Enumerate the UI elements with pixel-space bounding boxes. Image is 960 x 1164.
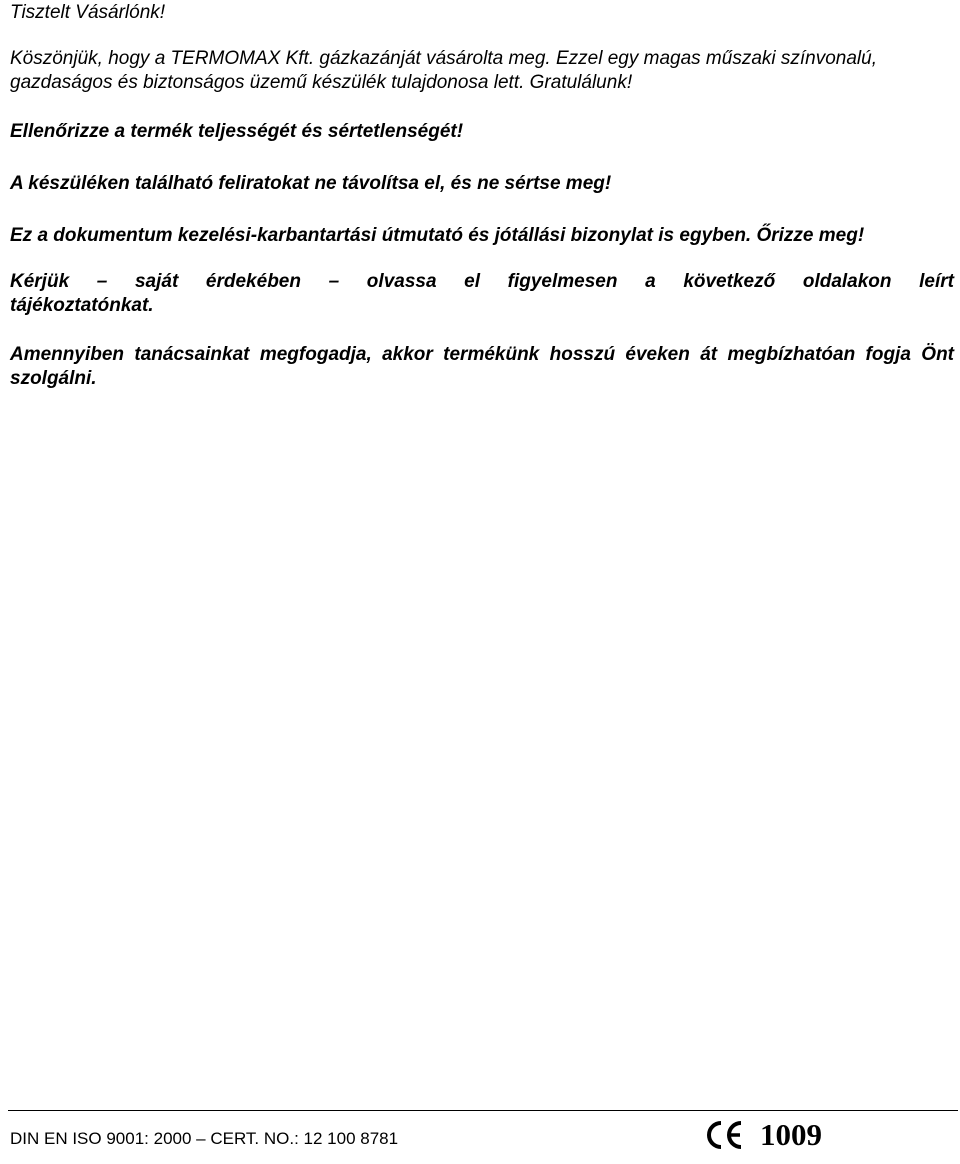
ce-number: 1009: [760, 1117, 822, 1152]
paragraph-advice: Amennyiben tanácsainkat megfogadja, akkor termékünk hosszú éveken át megbízhatóan fogja Önt szolgálni.: [10, 344, 954, 389]
greeting: Tisztelt Vásárlónk!: [10, 2, 166, 23]
footer-divider: [8, 1110, 958, 1111]
paragraph-check: Ellenőrizze a termék teljességét és sértetlenségét!: [10, 121, 464, 142]
ce-mark-icon: [704, 1118, 744, 1152]
paragraph-read: Kérjük – saját érdekében – olvassa el figyelmesen a következő oldalakon leírt tájékoztatónkat.: [10, 271, 954, 316]
letter-body: [10, 0, 954, 391]
paragraph-document: Ez a dokumentum kezelési-karbantartási útmutató és jótállási bizonylat is egyben. Őrizze meg!: [10, 225, 865, 246]
certification-text: DIN EN ISO 9001: 2000 – CERT. NO.: 12 100 8781: [10, 1129, 399, 1148]
paragraph-thanks: Köszönjük, hogy a TERMOMAX Kft. gázkazánját vásárolta meg. Ezzel egy magas műszaki színvonalú, gazdaságos és biztonságos üzemű készülék tulajdonosa lett. Gratulálunk!: [10, 48, 877, 93]
paragraph-labels: A készüléken található feliratokat ne távolítsa el, és ne sértse meg!: [10, 173, 612, 194]
